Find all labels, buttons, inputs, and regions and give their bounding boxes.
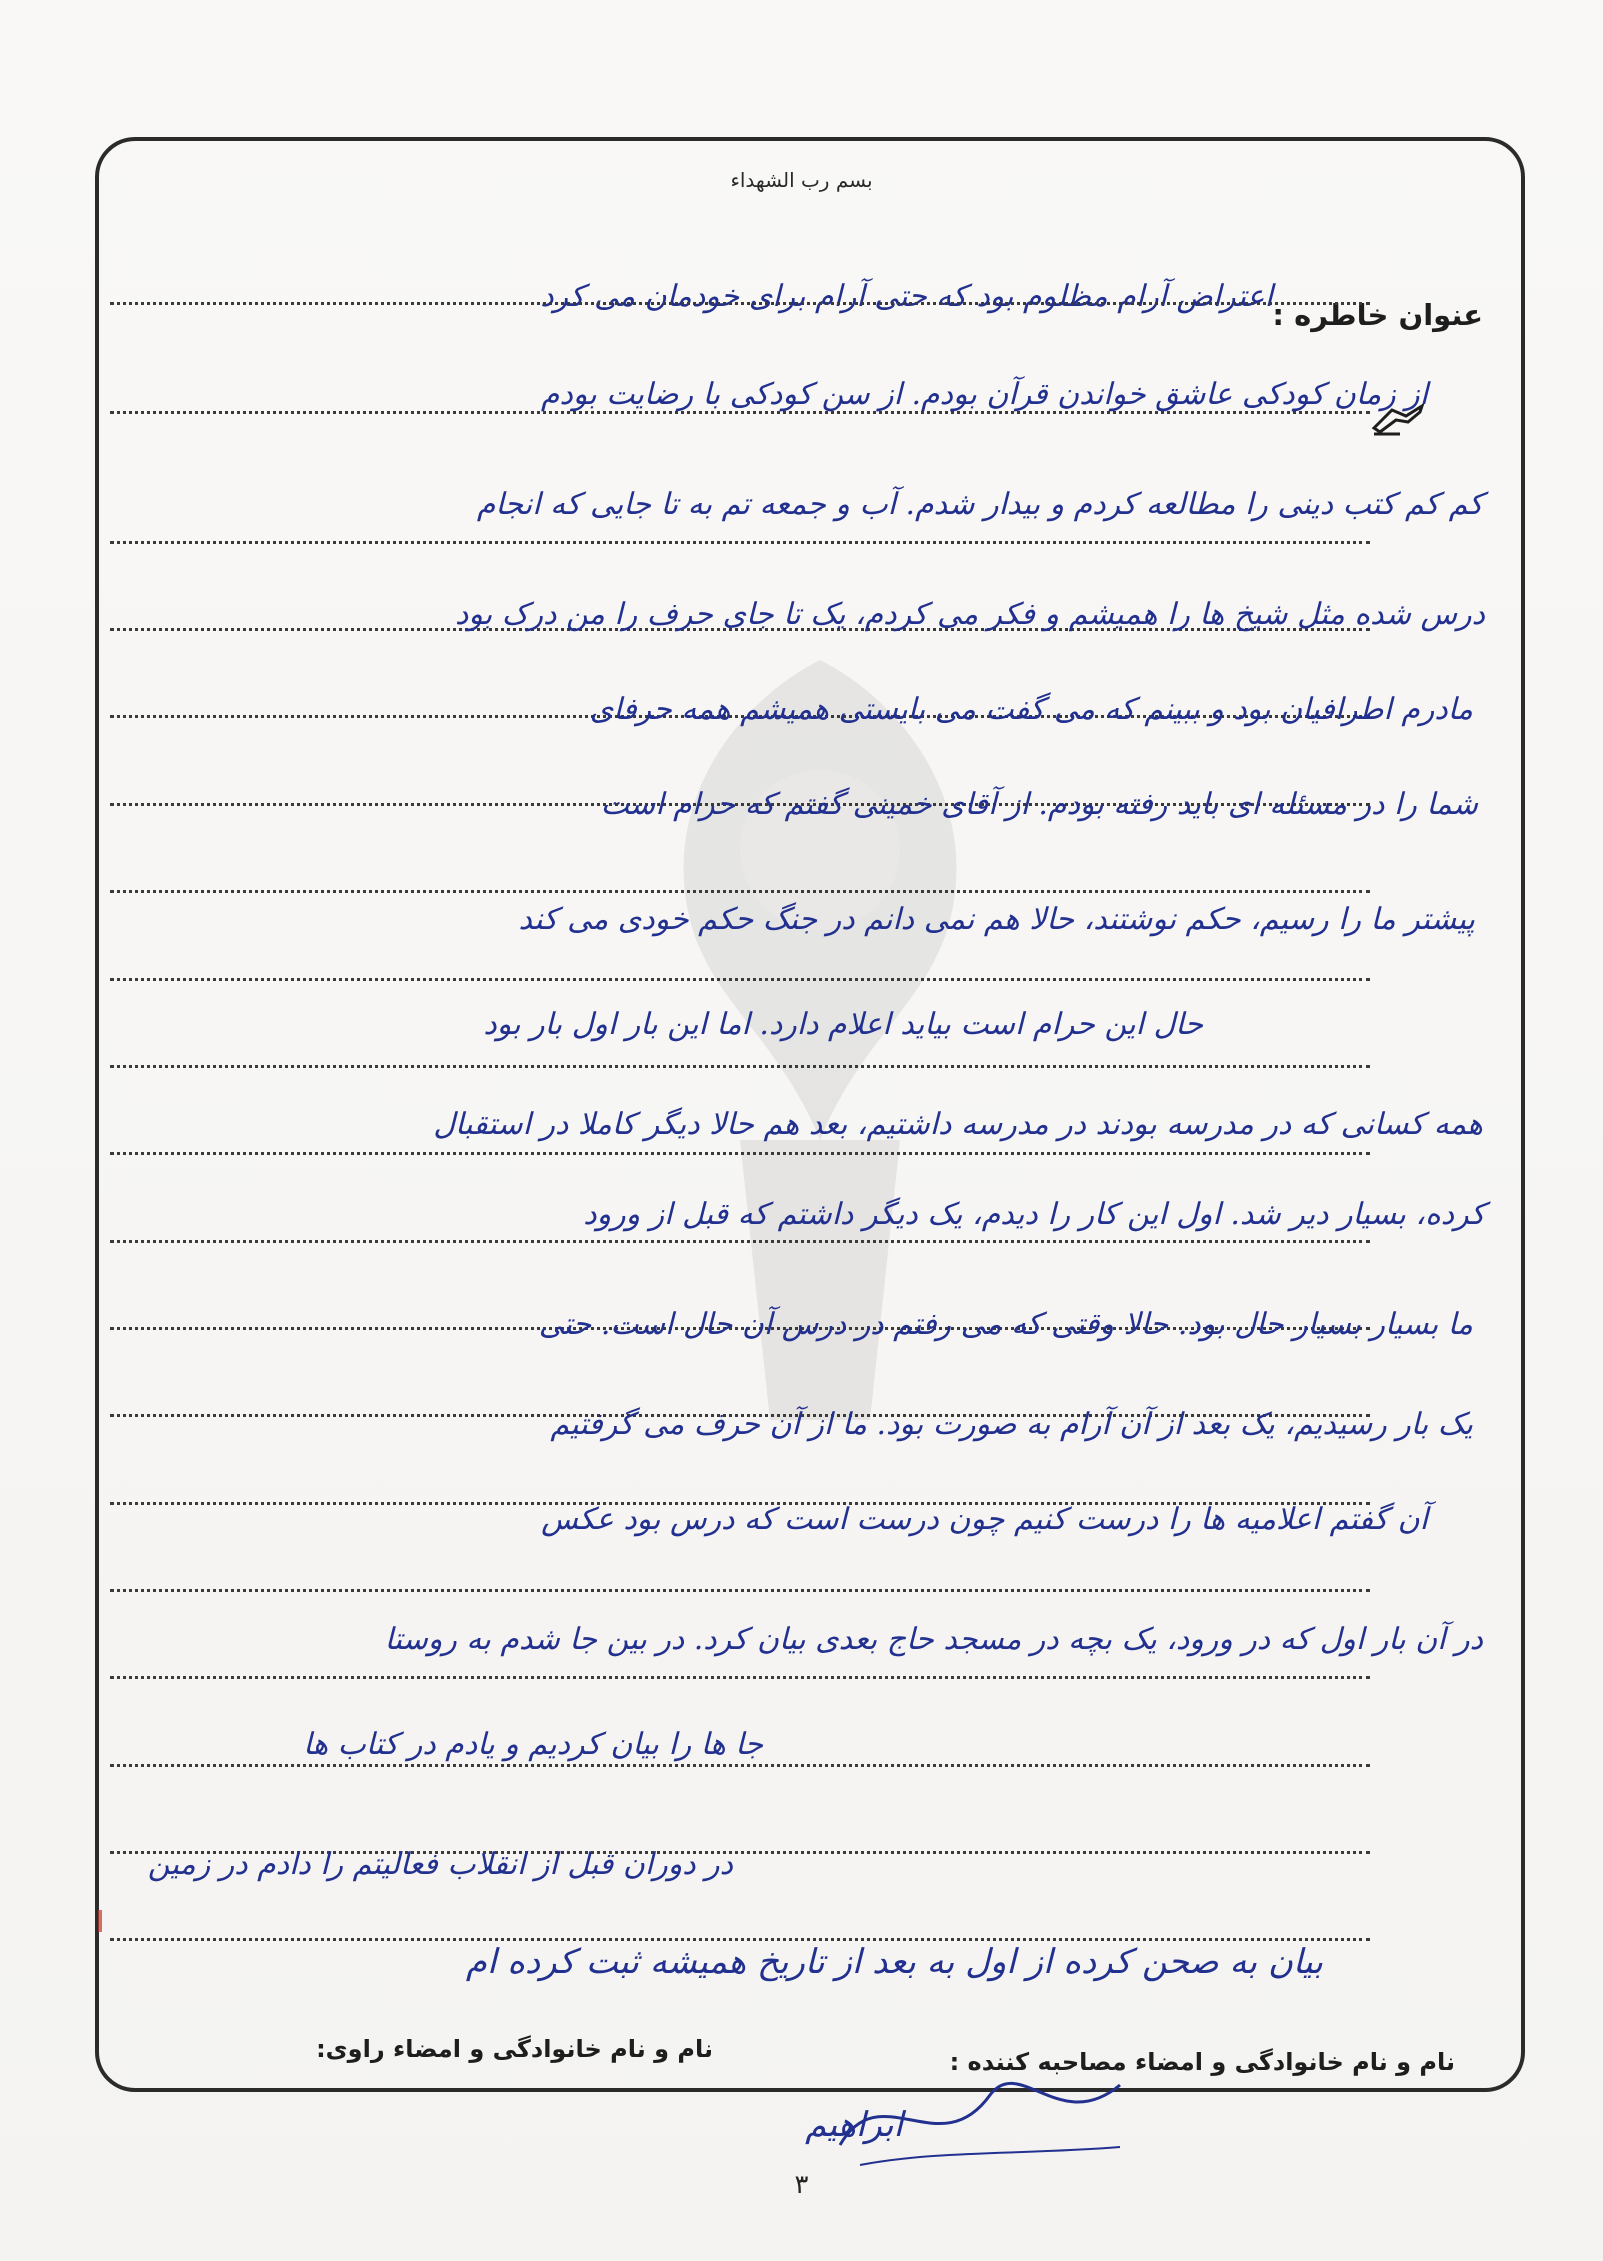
memoir-line: کم کم کتب دینی را مطالعه کردم و بیدار شدم. آب و جمعه تم به تا جایی که انجام (476, 487, 1483, 522)
memoir-line: همه کسانی که در مدرسه بودند در مدرسه داشتیم، بعد هم حالا دیگر کاملا در استقبال (433, 1107, 1483, 1142)
interviewer-signature-label: نام و نام خانوادگی و امضاء مصاحبه کننده : (949, 2048, 1455, 2076)
memoir-line: آن گفتم اعلامیه ها را درست کنیم چون درست است که درس بود عکس (541, 1502, 1428, 1537)
ruled-line (110, 1676, 1370, 1679)
ruled-line (110, 1764, 1370, 1767)
memoir-line: درس شده مثل شیخ ها را همیشم و فکر می کردم، یک تا جای حرف را من درک بود (454, 597, 1485, 632)
memoir-title-label: عنوان خاطره : (1272, 298, 1483, 332)
memoir-line: مادرم اطرافیان بود و ببینم که می گفت می بایستی همیشم همه حرفای (589, 692, 1473, 727)
ruled-line (110, 1589, 1370, 1592)
page-number: ۳ (794, 2170, 809, 2200)
ruled-line (110, 978, 1370, 981)
memoir-line: کرده، بسیار دیر شد. اول این کار را دیدم، یک دیگر داشتم که قبل از ورود (583, 1197, 1485, 1232)
memoir-line: پیشتر ما را رسیم، حکم نوشتند، حالا هم نمی دانم در جنگ حکم خودی می کند (518, 902, 1475, 937)
memoir-line: شما را در مسئله ای باید رفته بودم. از آقای خمینی گفتم که حرام است (600, 787, 1478, 822)
memoir-line: حال این حرام است بیاید اعلام دارد. اما این بار اول بار بود (483, 1007, 1203, 1042)
signature-scribble (820, 2055, 1140, 2175)
margin-mark (98, 1910, 102, 1932)
ruled-line (110, 1240, 1370, 1243)
ruled-line (110, 1152, 1370, 1155)
memoir-line: در آن بار اول که در ورود، یک بچه در مسجد حاج بعدی بیان کرد. در بین جا شدم به روستا (384, 1622, 1483, 1657)
ruled-line (110, 1938, 1370, 1941)
ruled-line (110, 890, 1370, 893)
memoir-line: ما بسیار بسیار حال بود. حالا وقتی که می رفتم در درس آن حال است. حتی (538, 1307, 1473, 1342)
memoir-line: از زمان کودکی عاشق خواندن قرآن بودم. از سن کودکی با رضایت بودم (540, 377, 1428, 412)
memoir-line: در دوران قبل از انقلاب فعالیتم را دادم در زمین (147, 1847, 733, 1882)
ruled-line (110, 1065, 1370, 1068)
page-header: بسم رب الشهداء (730, 168, 873, 192)
memoir-line: جا ها را بیان کردیم و یادم در کتاب ها (303, 1727, 763, 1762)
interviewer-signature: ابراهیم (805, 2105, 903, 2145)
memoir-line: یک بار رسیدیم، یک بعد از آن آرام به صورت بود. ما از آن حرف می گرفتیم (550, 1407, 1473, 1442)
ruled-line (110, 541, 1370, 544)
memoir-line: بیان به صحن کرده از اول به بعد از تاریخ همیشه ثبت کرده ام (465, 1942, 1323, 1982)
ruled-line (110, 302, 1370, 305)
memoir-title: اعتراض آرام مظلوم بود که حتی آرام برای خودمان می کرد (540, 279, 1273, 314)
narrator-signature-label: نام و نام خانوادگی و امضاء راوی: (316, 2035, 713, 2063)
